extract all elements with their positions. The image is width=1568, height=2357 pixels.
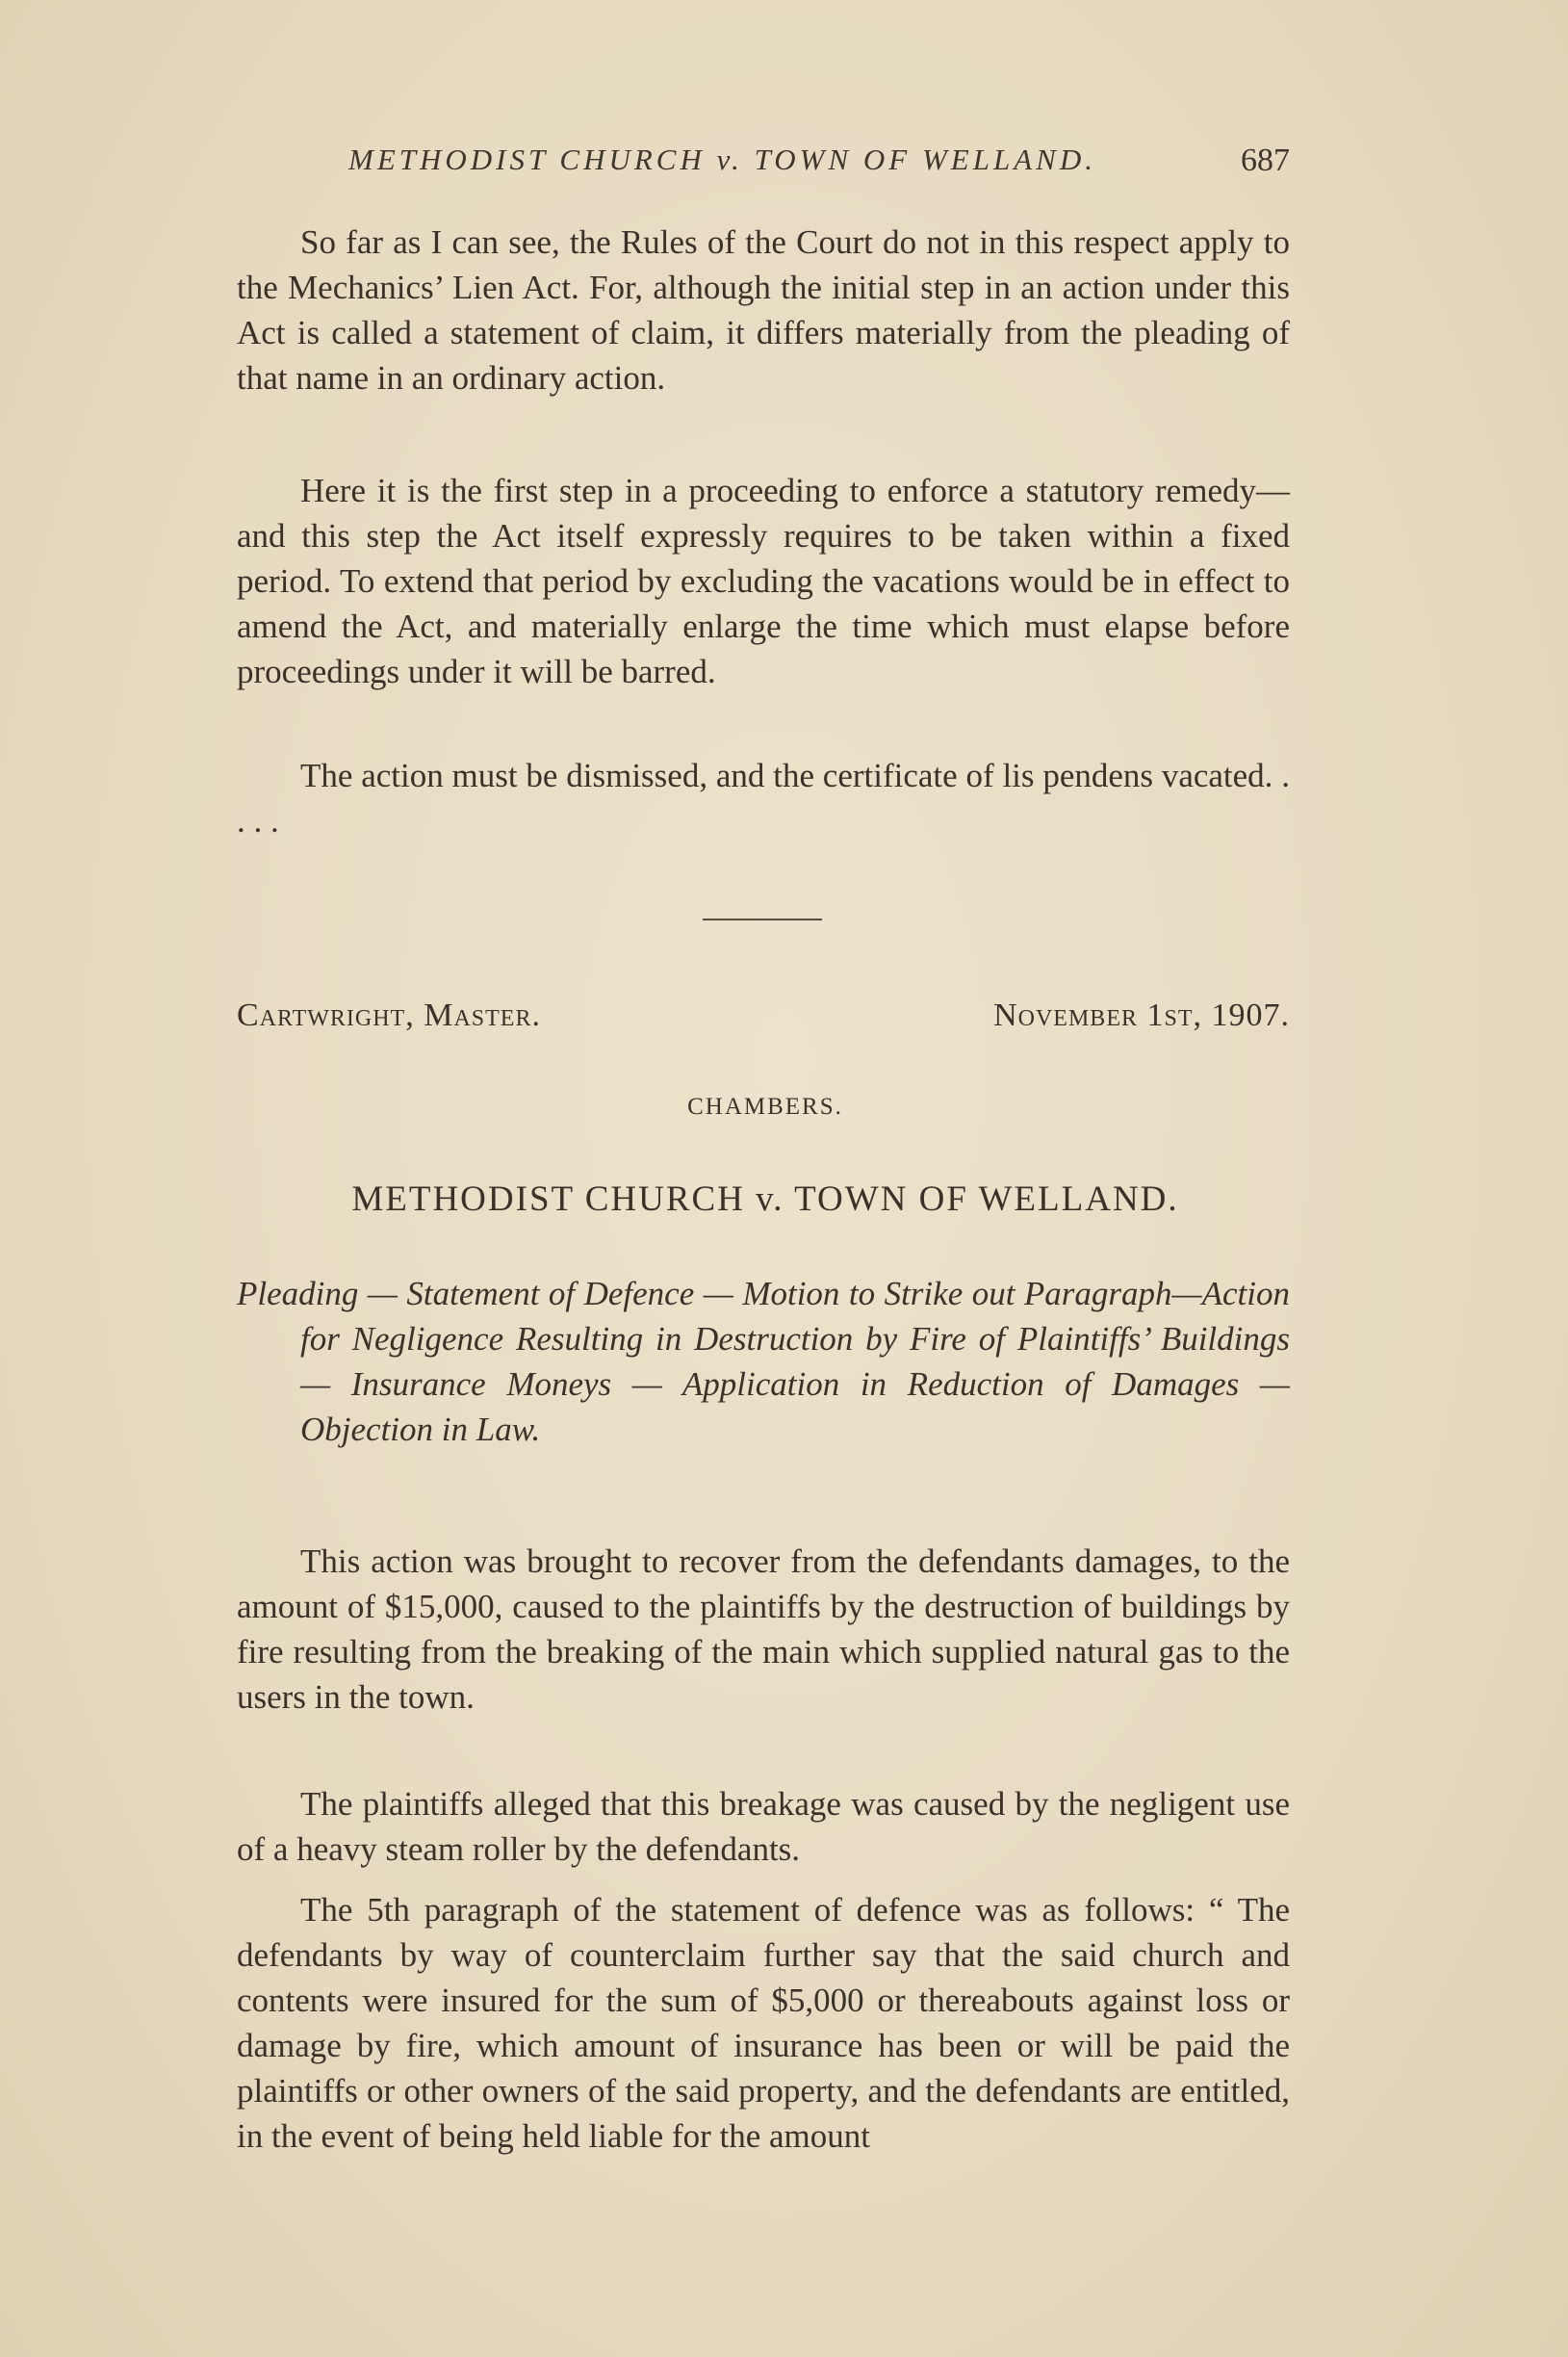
paragraph-statutory-remedy: Here it is the first step in a proceeding to enforce a statutory remedy—and this step the Act itself expressly requires to be taken within a fixed period. To extend that period by excluding the vacations would be in effect to amend the Act, and materially enlarge the time which must elapse before proceedings under it will be barred. [237, 472, 1290, 690]
paragraph-rules-of-court: So far as I can see, the Rules of the Court do not in this respect apply to the Mechanics’ Lien Act. For, although the initial step in an action under this Act is called a statement of claim, it differs materially from the pleading of that name in an ordinary action. [237, 223, 1290, 397]
running-head [337, 142, 1290, 191]
headnote: Pleading — Statement of Defence — Motion to Strike out Paragraph—Action for Negligence Resulting in Destruction by Fire of Plaintiffs’ Buildings — Insurance Moneys — Application in Reduction of Damages — Objection in Law. [237, 1275, 1290, 1448]
paragraph-plaintiffs-alleged: The plaintiffs alleged that this breakage was caused by the negligent use of a heavy steam roller by the defendants. [237, 1785, 1290, 1868]
running-title: METHODIST CHURCH v. TOWN OF WELLAND. [348, 142, 1096, 176]
case-title: METHODIST CHURCH v. TOWN OF WELLAND. [351, 1179, 1179, 1219]
judge-name: Cartwright, Master. [237, 997, 541, 1033]
paragraph-fifth-defence: The 5th paragraph of the statement of defence was as follows: “ The defendants by way of counterclaim further say that the said church and contents were insured for the sum of $5,000 or thereabouts against loss or damage by fire, which amount of insurance has been or will be paid the plaintiffs or other owners of the said property, and the defendants are entitled, in the event of being held liable for the amount [237, 1891, 1290, 2155]
decision-date: November 1st, 1907. [993, 997, 1290, 1033]
section-divider [703, 919, 822, 920]
page-number: 687 [1241, 142, 1290, 178]
paragraph-action-brought: This action was brought to recover from the defendants damages, to the amount of $15,000, caused to the plaintiffs by the destruction of buildings by fire resulting from the breaking of the main which supplied natural gas to the users in the town. [237, 1542, 1290, 1716]
paragraph-action-dismissed: The action must be dismissed, and the certificate of lis pendens vacated. . . . . [237, 757, 1290, 840]
court-name: CHAMBERS. [687, 1094, 843, 1120]
